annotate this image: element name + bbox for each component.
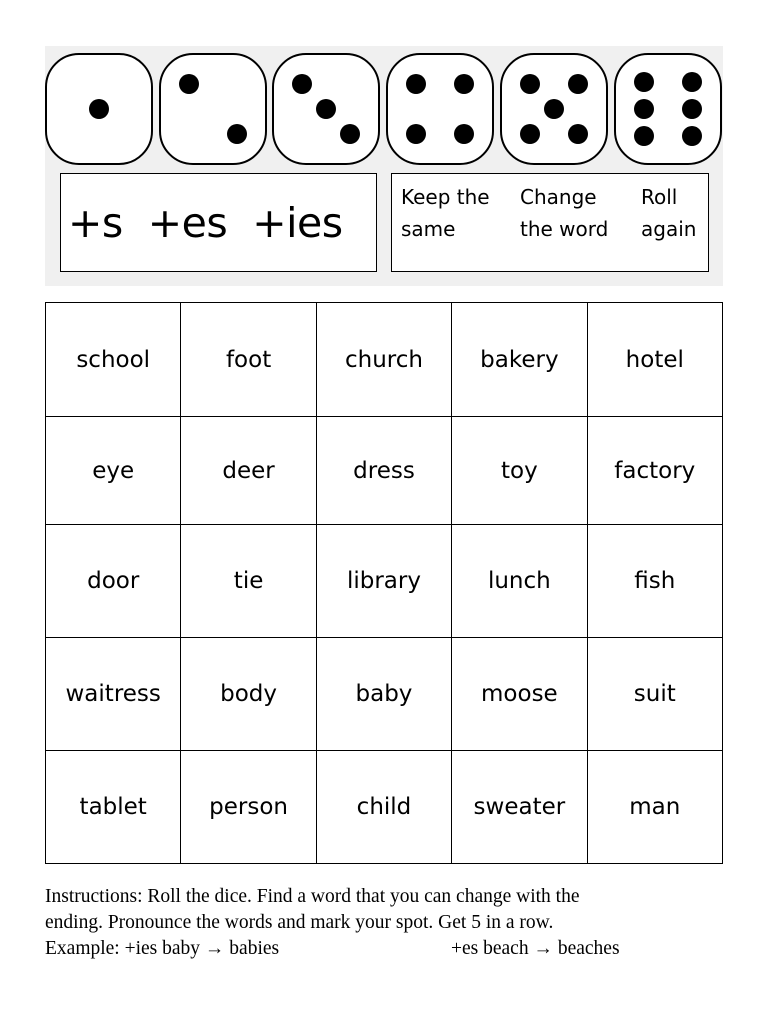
board-cell: man	[587, 751, 722, 864]
die-pip	[179, 74, 199, 94]
board-cell: sweater	[452, 751, 587, 864]
endings-box	[60, 173, 377, 272]
die-pip	[682, 99, 702, 119]
die-pip	[634, 72, 654, 92]
option-roll-line1: Roll	[641, 185, 678, 209]
board-cell: foot	[181, 303, 316, 417]
option-change-line1: Change	[520, 185, 597, 209]
die-pip	[634, 99, 654, 119]
board-cell: tie	[181, 525, 316, 638]
instructions-line1: Instructions: Roll the dice. Find a word that you can change with the	[45, 886, 580, 907]
die-four	[386, 53, 494, 165]
die-pip	[682, 126, 702, 146]
board-cell: suit	[587, 638, 722, 751]
board-cell: school	[46, 303, 181, 417]
board-cell: library	[316, 525, 451, 638]
options-box	[391, 173, 709, 272]
option-roll-line2: again	[641, 217, 697, 241]
board-cell: door	[46, 525, 181, 638]
board-cell: child	[316, 751, 451, 864]
board-row	[46, 417, 723, 525]
die-pip	[544, 99, 564, 119]
board-cell: deer	[181, 417, 316, 525]
die-pip	[454, 74, 474, 94]
bingo-board	[45, 302, 723, 864]
option-keep	[401, 181, 490, 245]
die-six	[614, 53, 722, 165]
board-row	[46, 751, 723, 864]
board-cell: toy	[452, 417, 587, 525]
die-two	[159, 53, 267, 165]
example-ies: Example: +ies baby → babies	[45, 938, 280, 959]
die-pip	[454, 124, 474, 144]
die-pip	[89, 99, 109, 119]
board-row	[46, 525, 723, 638]
die-pip	[406, 124, 426, 144]
die-pip	[520, 74, 540, 94]
board-cell: body	[181, 638, 316, 751]
option-change-line2: the word	[520, 217, 609, 241]
endings-text: +s +es +ies	[68, 198, 343, 247]
board-cell: hotel	[587, 303, 722, 417]
board-cell: eye	[46, 417, 181, 525]
option-keep-line2: same	[401, 217, 456, 241]
board-cell: lunch	[452, 525, 587, 638]
die-pip	[520, 124, 540, 144]
board-cell: dress	[316, 417, 451, 525]
board-cell: tablet	[46, 751, 181, 864]
option-roll	[641, 181, 696, 245]
board-cell: fish	[587, 525, 722, 638]
board-row	[46, 638, 723, 751]
board-cell: baby	[316, 638, 451, 751]
option-change	[520, 181, 608, 245]
die-pip	[682, 72, 702, 92]
die-five	[500, 53, 608, 165]
die-pip	[568, 74, 588, 94]
die-pip	[340, 124, 360, 144]
board-cell: church	[316, 303, 451, 417]
board-cell: factory	[587, 417, 722, 525]
instructions-line2: ending. Pronounce the words and mark your spot. Get 5 in a row.	[45, 912, 554, 933]
board-cell: bakery	[452, 303, 587, 417]
option-keep-line1: Keep the	[401, 185, 490, 209]
board-cell: person	[181, 751, 316, 864]
die-three	[272, 53, 380, 165]
board-row	[46, 303, 723, 417]
die-pip	[292, 74, 312, 94]
die-pip	[316, 99, 336, 119]
die-pip	[227, 124, 247, 144]
instructions-examples	[45, 936, 735, 962]
die-pip	[634, 126, 654, 146]
die-one	[45, 53, 153, 165]
die-pip	[406, 74, 426, 94]
board-cell: moose	[452, 638, 587, 751]
header-panel	[45, 46, 723, 286]
instructions	[45, 884, 735, 962]
example-es: +es beach → beaches	[451, 938, 620, 959]
die-pip	[568, 124, 588, 144]
board-cell: waitress	[46, 638, 181, 751]
